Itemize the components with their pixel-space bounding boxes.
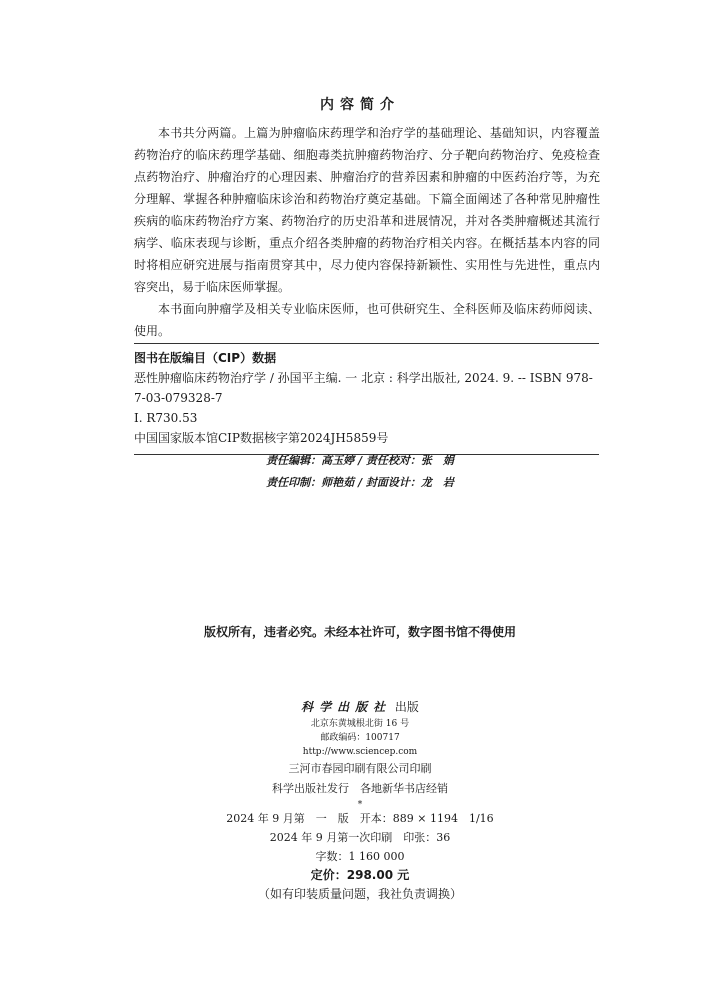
book-specs [0, 809, 720, 904]
page-title: 内容简介 [320, 97, 400, 113]
price-line: 定价：298.00 元 [310, 868, 410, 882]
publisher-url: http://www.sciencep.com [302, 747, 418, 757]
publisher-suffix: 出版 [394, 700, 419, 714]
cip-record-number: 中国国家版本馆CIP数据核字第2024JH5859号 [134, 431, 389, 445]
publisher-address: 北京东黄城根北街 16 号 [310, 719, 410, 729]
credit-line: 责任编辑：高玉婷 / 责任校对：张 娟 [266, 454, 454, 467]
separator-star: * [357, 800, 363, 810]
publisher-name-line [0, 697, 720, 717]
copyright-notice: 版权所有，违者必究。未经本社许可，数字图书馆不得使用 [203, 625, 516, 639]
editorial-credits [0, 450, 720, 494]
distribution-line: 科学出版社发行 各地新华书店经销 [272, 782, 448, 795]
publisher-postcode: 邮政编码：100717 [320, 733, 400, 743]
cip-block [134, 343, 599, 455]
publisher-logo-text: 科学出版社 [301, 700, 392, 714]
wordcount-line: 字数：1 160 000 [315, 850, 405, 863]
quality-note: （如有印装质量问题，我社负责调换） [257, 887, 462, 901]
cip-heading: 图书在版编目（CIP）数据 [134, 351, 277, 365]
intro-section [134, 122, 600, 342]
intro-paragraph: 本书面向肿瘤学及相关专业临床医师，也可供研究生、全科医师及临床药师阅读、使用。 [134, 302, 600, 338]
edition-line: 2024 年 9 月第 一 版 开本：889 × 1194 1/16 [226, 812, 494, 825]
publisher-block [0, 697, 720, 811]
cip-classification: Ⅰ. R730.53 [134, 411, 198, 425]
credit-line: 责任印制：师艳茹 / 封面设计：龙 岩 [266, 476, 454, 489]
intro-paragraph: 本书共分两篇。上篇为肿瘤临床药理学和治疗学的基础理论、基础知识，内容覆盖药物治疗的临床药理学基础、细胞毒类抗肿瘤药物治疗、分子靶向药物治疗、免疫检查点药物治疗、肿瘤治疗的心理因素、肿瘤治疗的营养因素和肿瘤的中医药治疗等，为充分理解、掌握各种肿瘤临床诊治和药物治疗奠定基础。下篇全面阐述了各种常见肿瘤性疾病的临床药物治疗方案、药物治疗的历史沿革和进展情况，并对各类肿瘤概述其流行病学、临床表现与诊断，重点介绍各类肿瘤的药物治疗相关内容。在概括基本内容的同时将相应研究进展与指南贯穿其中，尽力使内容保持新颖性、实用性与先进性，重点内容突出，易于临床医师掌握。 [134, 126, 600, 294]
printer-line: 三河市春园印刷有限公司印刷 [288, 762, 432, 775]
printing-line: 2024 年 9 月第一次印刷 印张：36 [269, 831, 451, 844]
cip-bibliographic-entry: 恶性肿瘤临床药物治疗学 / 孙国平主编. 一 北京 : 科学出版社, 2024. 9. -- ISBN 978-7-03-079328-7 [134, 371, 593, 405]
